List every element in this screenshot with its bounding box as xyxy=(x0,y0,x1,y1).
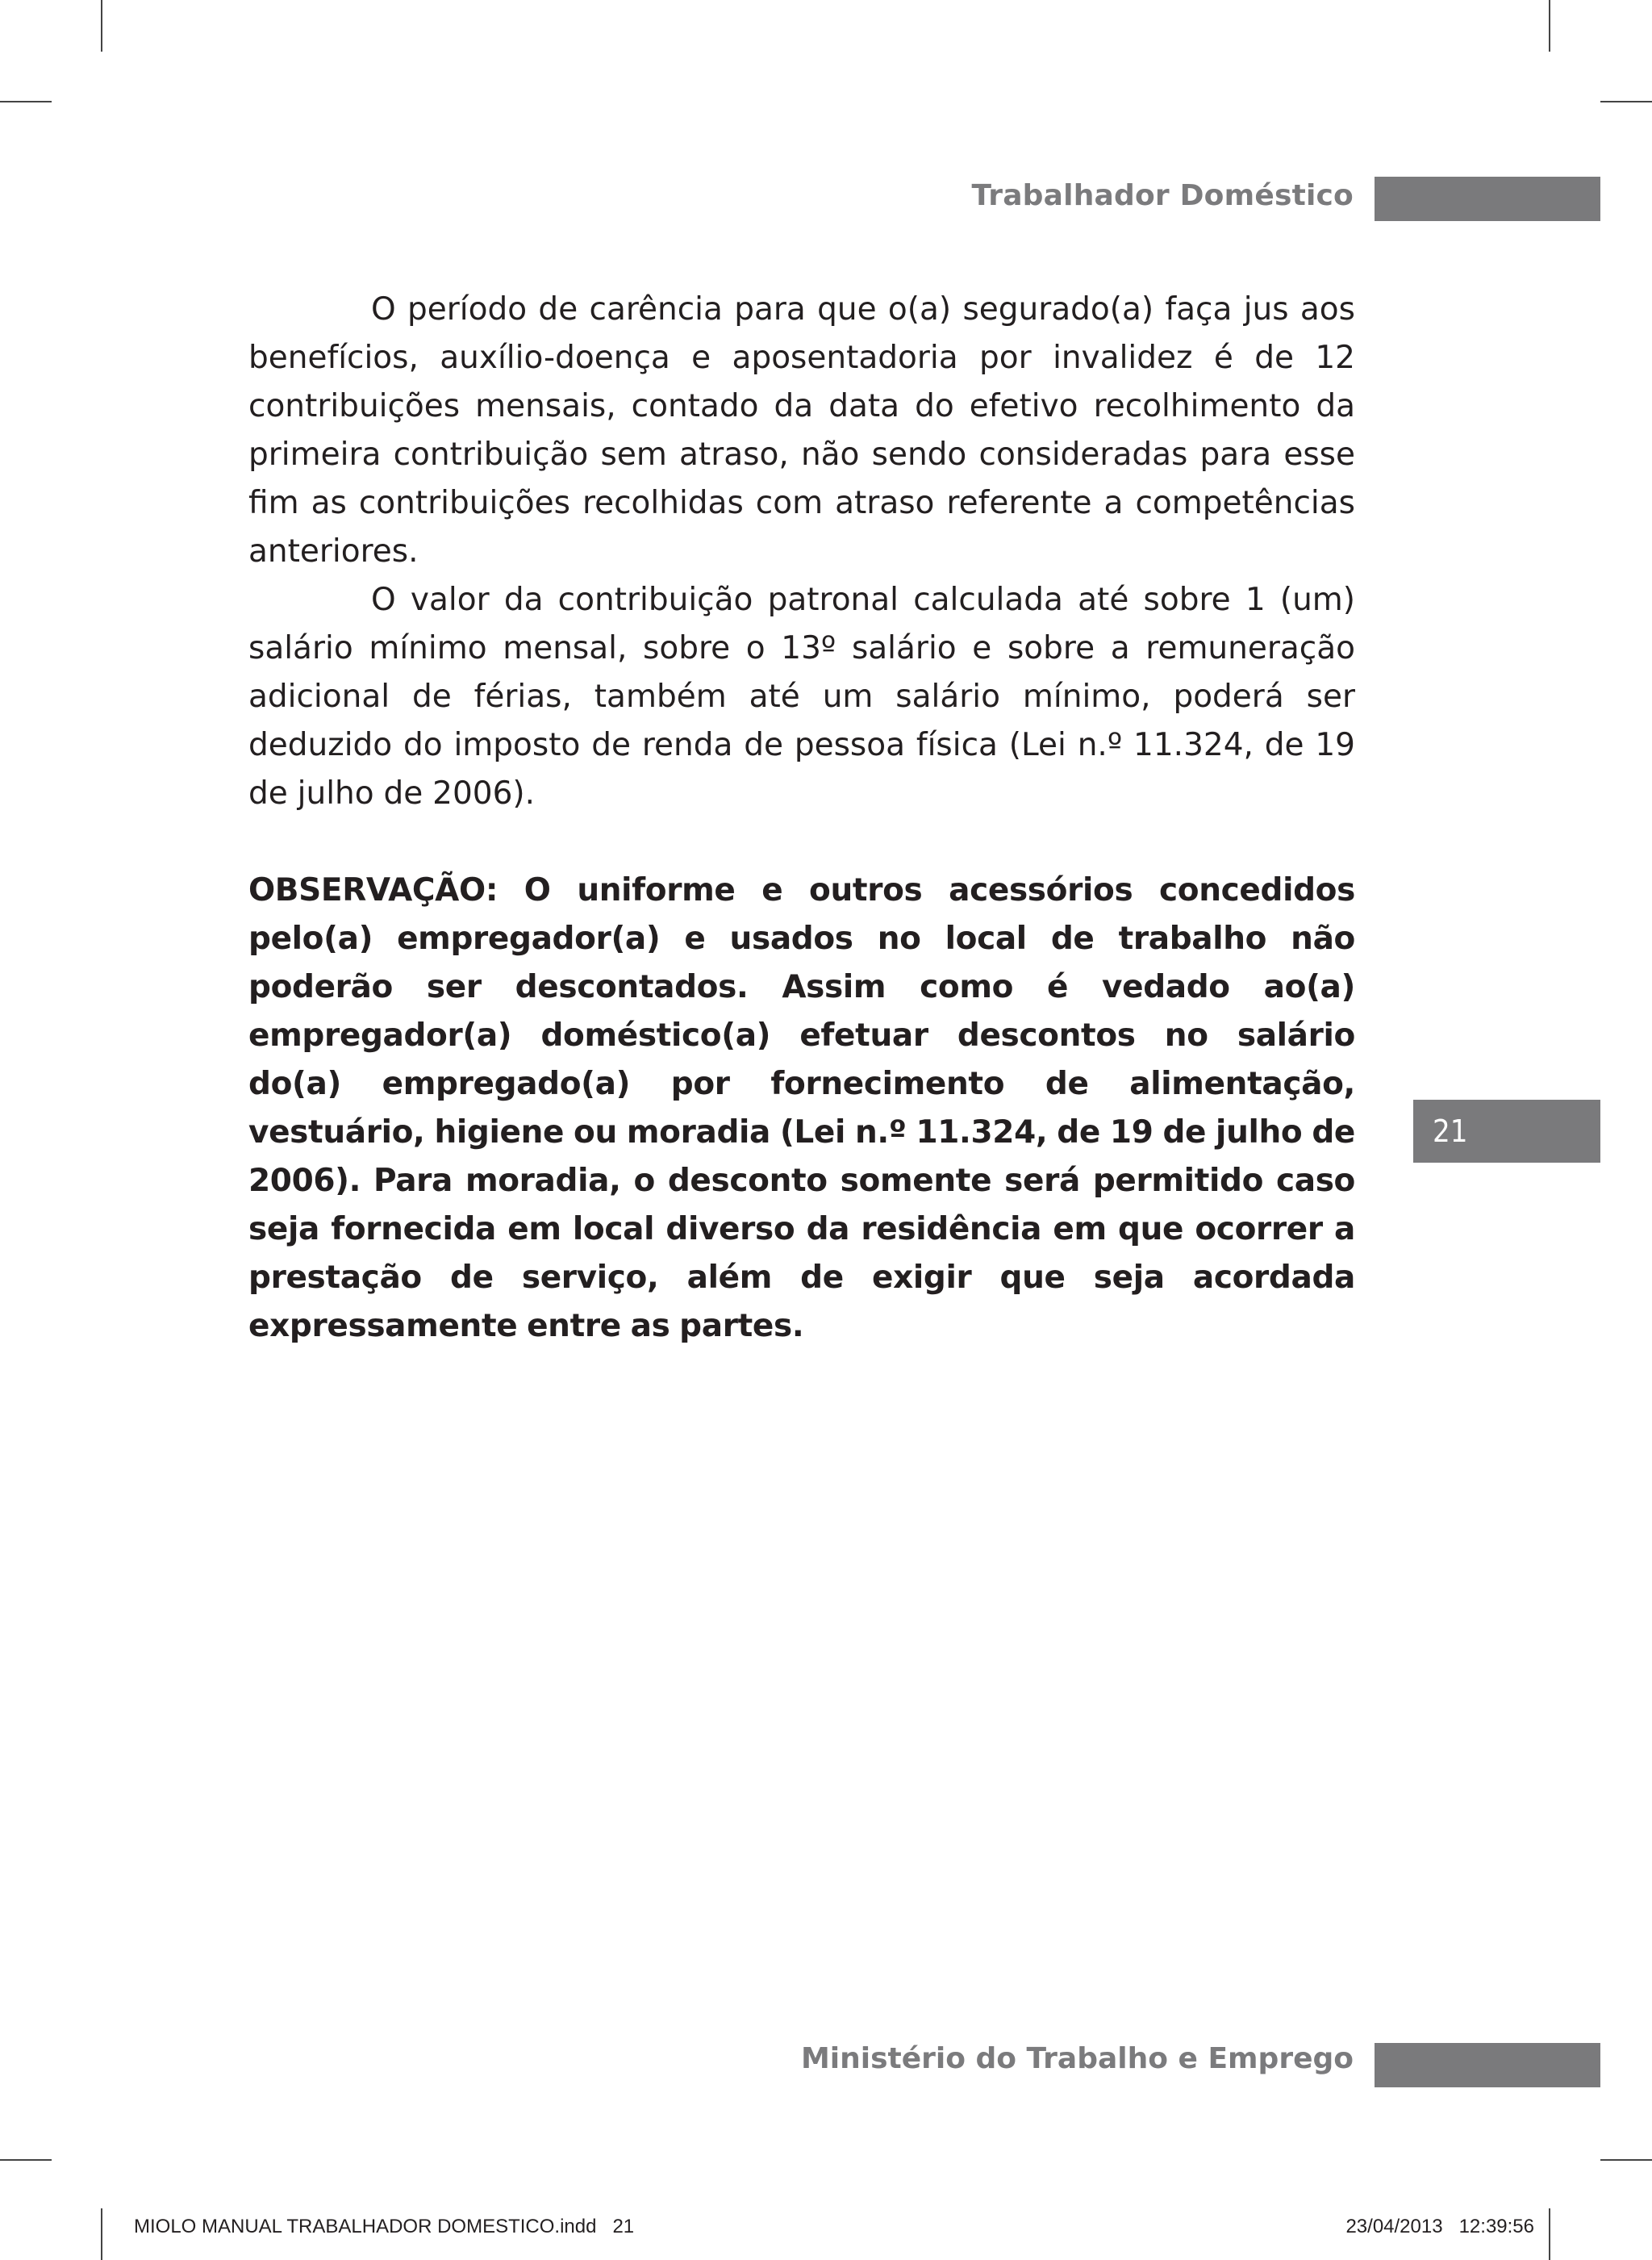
header-gray-bar xyxy=(1375,177,1600,221)
observation-note: OBSERVAÇÃO: O uniforme e outros acessórios concedidos pelo(a) empregador(a) e usados no local de trabalho não poderão ser descontados. Assim como é vedado ao(a) empregador(a) doméstico(a) efetuar descontos no salário do(a) empregado(a) por fornecimento de alimentação, vestuário, higiene ou moradia (Lei n.º 11.324, de 19 de julho de 2006). Para moradia, o desconto somente será permitido caso seja fornecida em local diverso da residência em que ocorrer a prestação de serviço, além de exigir que seja acordada expressamente entre as partes. xyxy=(248,872,1355,1344)
print-slug-filename: MIOLO MANUAL TRABALHADOR DOMESTICO.indd 21 xyxy=(134,2216,635,2237)
page-body xyxy=(248,286,1355,1351)
print-slug-datetime: 23/04/2013 12:39:56 xyxy=(1345,2216,1534,2237)
page-number: 21 xyxy=(1433,1113,1468,1149)
crop-mark xyxy=(1549,0,1550,52)
running-header-title: Trabalhador Doméstico xyxy=(971,179,1354,212)
paragraph-carencia: O período de carência para que o(a) segurado(a) faça jus aos benefícios, auxílio-doença e aposentadoria por invalidez é de 12 contribuições mensais, contado da data do efetivo recolhimento da primeira contribuição sem atraso, não sendo consideradas para esse fim as contribuições recolhidas com atraso referente a competências anteriores. xyxy=(248,291,1355,570)
paragraph-contribuicao-patronal: O valor da contribuição patronal calculada até sobre 1 (um) salário mínimo mensal, sobre o 13º salário e sobre a remuneração adicional de férias, também até um salário mínimo, poderá ser deduzido do imposto de renda de pessoa física (Lei n.º 11.324, de 19 de julho de 2006). xyxy=(248,582,1355,812)
crop-mark xyxy=(101,2208,102,2260)
crop-mark xyxy=(1600,2159,1652,2161)
page-number-tab xyxy=(1413,1100,1600,1163)
crop-mark xyxy=(1549,2208,1550,2260)
running-footer-title: Ministério do Trabalho e Emprego xyxy=(800,2042,1354,2075)
crop-mark xyxy=(0,101,52,102)
crop-mark xyxy=(0,2159,52,2161)
crop-mark xyxy=(101,0,102,52)
crop-mark xyxy=(1600,101,1652,102)
footer-gray-bar xyxy=(1375,2043,1600,2087)
